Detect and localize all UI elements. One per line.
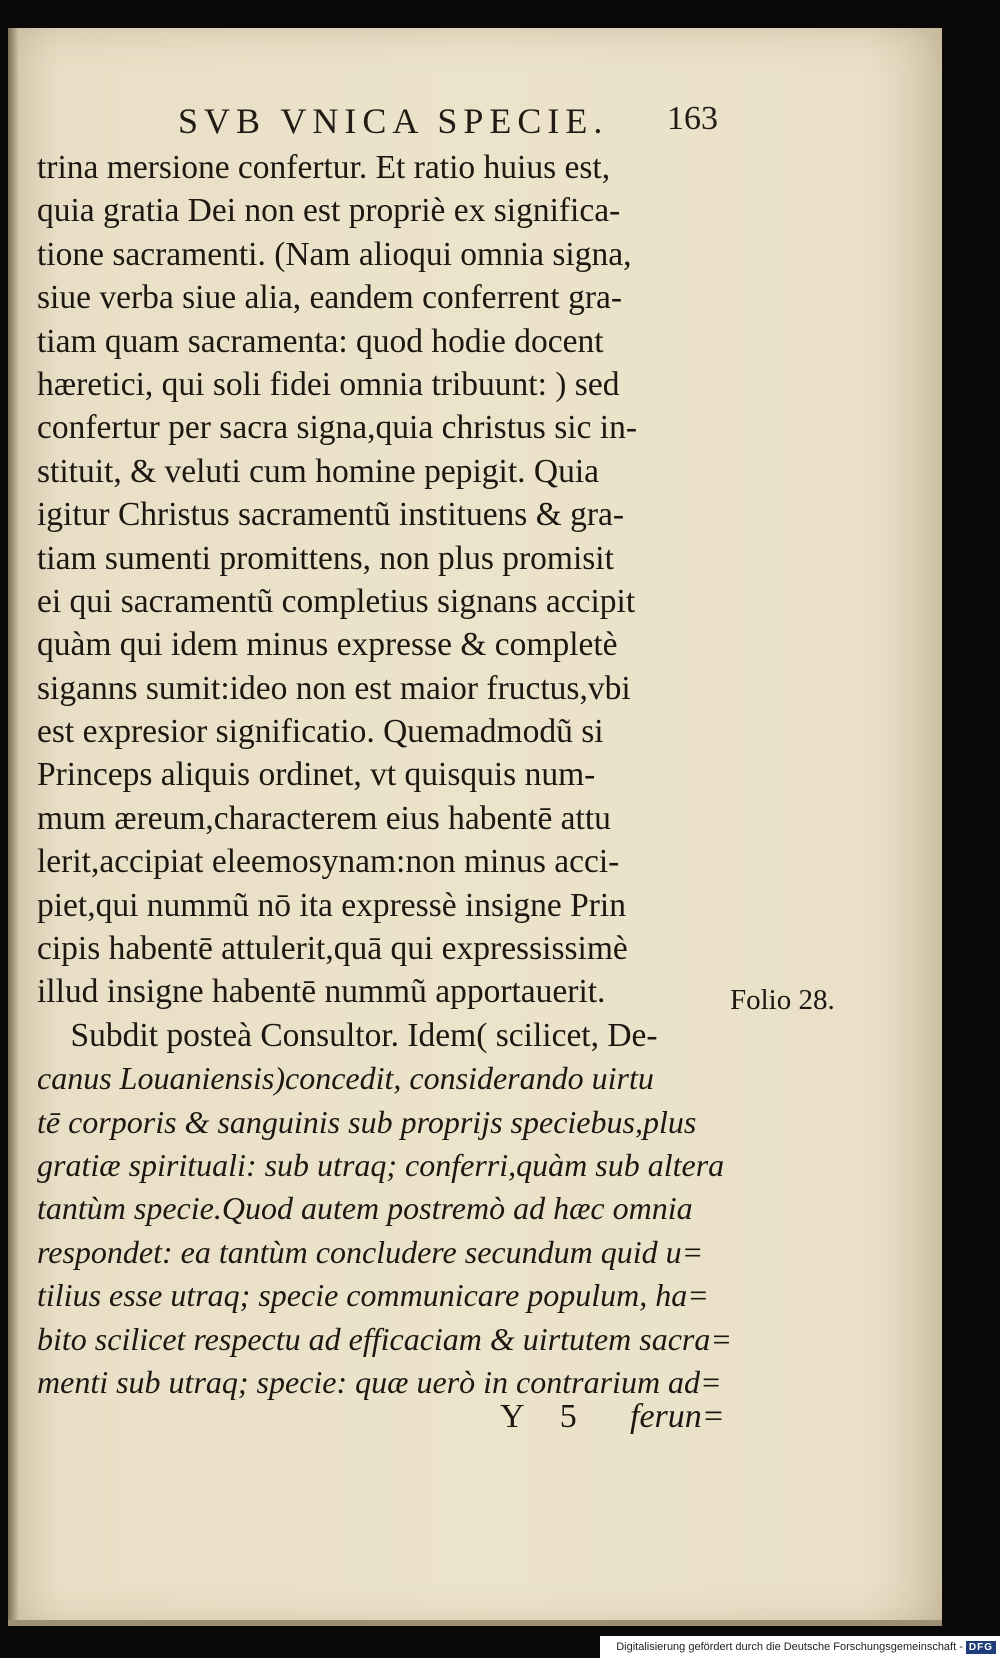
- text-line: hæretici, qui soli fidei omnia tribuunt: ) sed: [37, 365, 620, 403]
- credit-bar: [600, 1636, 1000, 1658]
- text-line: piet,qui nummũ nō ita expressè insigne Prin: [37, 886, 626, 924]
- text-line-italic: tē corporis & sanguinis sub proprijs speciebus,plus: [37, 1103, 697, 1140]
- text-line: siue verba siue alia, eandem conferrent gra-: [37, 279, 623, 317]
- page-number: 163: [667, 100, 718, 137]
- page-footer: [500, 1398, 740, 1448]
- text-line: tiam quam sacramenta: quod hodie docent: [37, 322, 604, 360]
- text-line: quia gratia Dei non est propriè ex significa-: [37, 192, 621, 230]
- text-line: confertur per sacra signa,quia christus sic in-: [37, 409, 637, 447]
- text-line-italic: respondet: ea tantùm concludere secundum quid u=: [37, 1233, 704, 1270]
- text-line: ei qui sacramentũ completius signans accipit: [37, 582, 636, 620]
- text-line: illud insigne habentē nummũ apportauerit.: [37, 973, 606, 1011]
- credit-text: Digitalisierung gefördert durch die Deutsche Forschungsgemeinschaft -: [616, 1641, 963, 1653]
- text-line-italic: menti sub utraq; specie: quæ uerò in contrarium ad=: [37, 1363, 722, 1400]
- text-line: trina mersione confertur. Et ratio huius est,: [37, 149, 611, 186]
- text-line: tiam sumenti promittens, non plus promisit: [37, 539, 614, 577]
- text-line: Princeps aliquis ordinet, vt quisquis num-: [37, 756, 596, 794]
- running-head: SVB VNICA SPECIE.: [178, 101, 609, 141]
- page-header: [178, 100, 718, 150]
- text-line-italic: tilius esse utraq; specie communicare populum, ha=: [37, 1277, 709, 1314]
- text-line-italic: gratiæ spirituali: sub utraq; conferri,quàm sub altera: [37, 1146, 725, 1183]
- text-line: siganns sumit:ideo non est maior fructus,vbi: [37, 669, 631, 707]
- text-line: igitur Christus sacramentũ instituens & gra-: [37, 496, 625, 534]
- catchword: ferun=: [630, 1398, 725, 1435]
- text-line: cipis habentē attulerit,quā qui expressissimè: [37, 930, 628, 968]
- text-line: quàm qui idem minus expresse & completè: [37, 626, 618, 664]
- text-line-italic: tantùm specie.Quod autem postremò ad hæc omnia: [37, 1190, 693, 1227]
- body-text: [37, 146, 732, 1404]
- page-edge-left: [8, 28, 18, 1626]
- text-line: est expresior significatio. Quemadmodũ si: [37, 713, 604, 751]
- text-line: mum æreum,characterem eius habentē attu: [37, 799, 611, 837]
- margin-note: Folio 28.: [730, 984, 835, 1016]
- text-line-italic: canus Louaniensis)concedit, considerando uirtu: [37, 1060, 654, 1097]
- signature-mark: Y 5: [500, 1398, 591, 1435]
- page-edge-bottom: [8, 1620, 942, 1626]
- dfg-logo: DFG: [966, 1641, 996, 1654]
- text-line: Subdit posteà Consultor. Idem( scilicet, De-: [37, 1016, 658, 1054]
- text-line-italic: bito scilicet respectu ad efficaciam & uirtutem sacra=: [37, 1320, 732, 1357]
- text-line: stituit, & veluti cum homine pepigit. Quia: [37, 452, 599, 490]
- text-line: lerit,accipiat eleemosynam:non minus acci-: [37, 843, 620, 881]
- text-line: tione sacramenti. (Nam alioqui omnia signa,: [37, 235, 632, 273]
